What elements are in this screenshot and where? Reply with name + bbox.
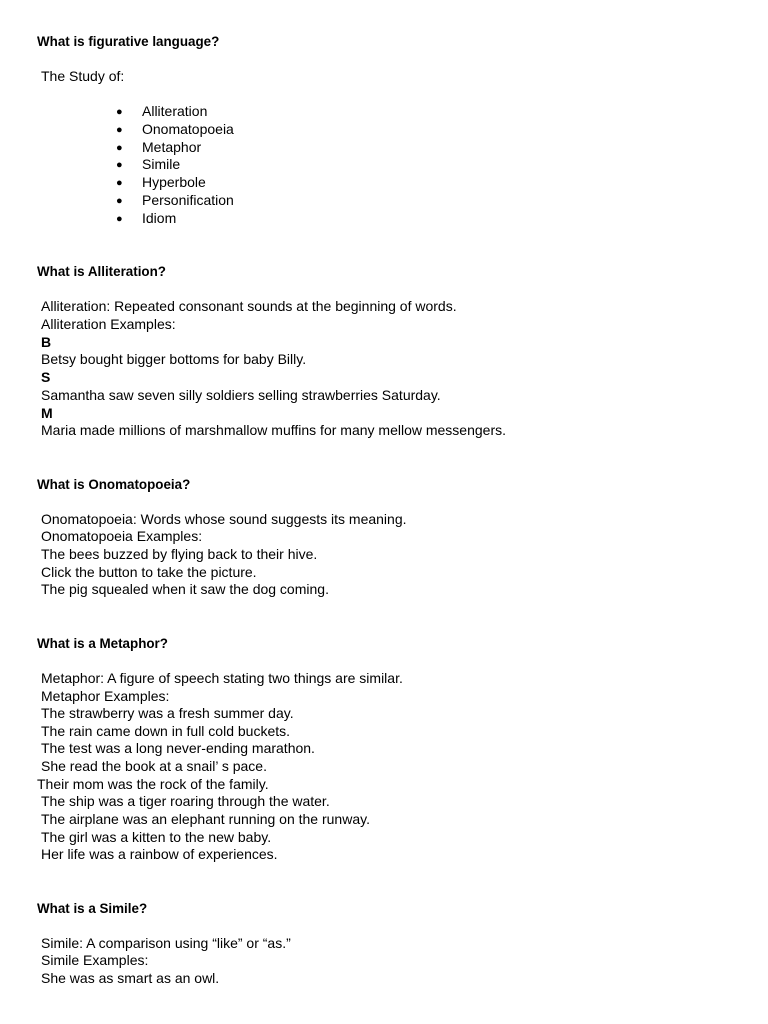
metaphor-heading: What is a Metaphor? xyxy=(37,636,168,651)
onomatopoeia-example: Click the button to take the picture. xyxy=(41,564,257,580)
metaphor-example: The airplane was an elephant running on the runway. xyxy=(41,811,370,827)
metaphor-example: Their mom was the rock of the family. xyxy=(37,776,269,792)
metaphor-example: The ship was a tiger roaring through the water. xyxy=(41,793,330,809)
alliteration-example: Samantha saw seven silly soldiers selling strawberries Saturday. xyxy=(41,387,441,403)
bullet-icon: ● xyxy=(116,195,123,207)
metaphor-example: The rain came down in full cold buckets. xyxy=(41,723,291,739)
metaphor-example: The strawberry was a fresh summer day. xyxy=(41,705,294,721)
simile-definition: Simile: A comparison using “like” or “as.” xyxy=(41,935,291,951)
alliteration-letter: B xyxy=(41,334,52,350)
metaphor-examples-label: Metaphor Examples: xyxy=(41,688,170,704)
onomatopoeia-examples-label: Onomatopoeia Examples: xyxy=(41,528,203,544)
study-label: The Study of: xyxy=(41,68,125,84)
onomatopoeia-example: The pig squealed when it saw the dog coming. xyxy=(41,581,329,597)
bullet-icon: ● xyxy=(116,159,123,171)
bullet-icon: ● xyxy=(116,124,123,136)
alliteration-letter: M xyxy=(41,405,53,421)
metaphor-definition: Metaphor: A figure of speech stating two things are similar. xyxy=(41,670,403,686)
bullet-icon: ● xyxy=(116,213,123,225)
list-item: Hyperbole xyxy=(142,174,206,190)
metaphor-example: She read the book at a snail’ s pace. xyxy=(41,758,267,774)
alliteration-heading: What is Alliteration? xyxy=(37,264,166,279)
bullet-icon: ● xyxy=(116,106,123,118)
onomatopoeia-example: The bees buzzed by flying back to their hive. xyxy=(41,546,318,562)
intro-heading: What is figurative language? xyxy=(37,34,220,49)
list-item: Alliteration xyxy=(142,103,208,119)
alliteration-examples-label: Alliteration Examples: xyxy=(41,316,176,332)
alliteration-letter: S xyxy=(41,369,51,385)
bullet-icon: ● xyxy=(116,177,123,189)
onomatopoeia-heading: What is Onomatopoeia? xyxy=(37,477,191,492)
alliteration-example: Betsy bought bigger bottoms for baby Billy. xyxy=(41,351,307,367)
metaphor-example: The girl was a kitten to the new baby. xyxy=(41,829,272,845)
metaphor-example: The test was a long never-ending marathon. xyxy=(41,740,315,756)
simile-examples-label: Simile Examples: xyxy=(41,952,149,968)
onomatopoeia-definition: Onomatopoeia: Words whose sound suggests its meaning. xyxy=(41,511,407,527)
list-item: Idiom xyxy=(142,210,177,226)
metaphor-example: Her life was a rainbow of experiences. xyxy=(41,846,278,862)
list-item: Metaphor xyxy=(142,139,202,155)
simile-heading: What is a Simile? xyxy=(37,901,148,916)
list-item: Personification xyxy=(142,192,234,208)
alliteration-definition: Alliteration: Repeated consonant sounds at the beginning of words. xyxy=(41,298,457,314)
list-item: Simile xyxy=(142,156,181,172)
list-item: Onomatopoeia xyxy=(142,121,234,137)
bullet-icon: ● xyxy=(116,142,123,154)
simile-example: She was as smart as an owl. xyxy=(41,970,220,986)
alliteration-example: Maria made millions of marshmallow muffins for many mellow messengers. xyxy=(41,422,507,438)
